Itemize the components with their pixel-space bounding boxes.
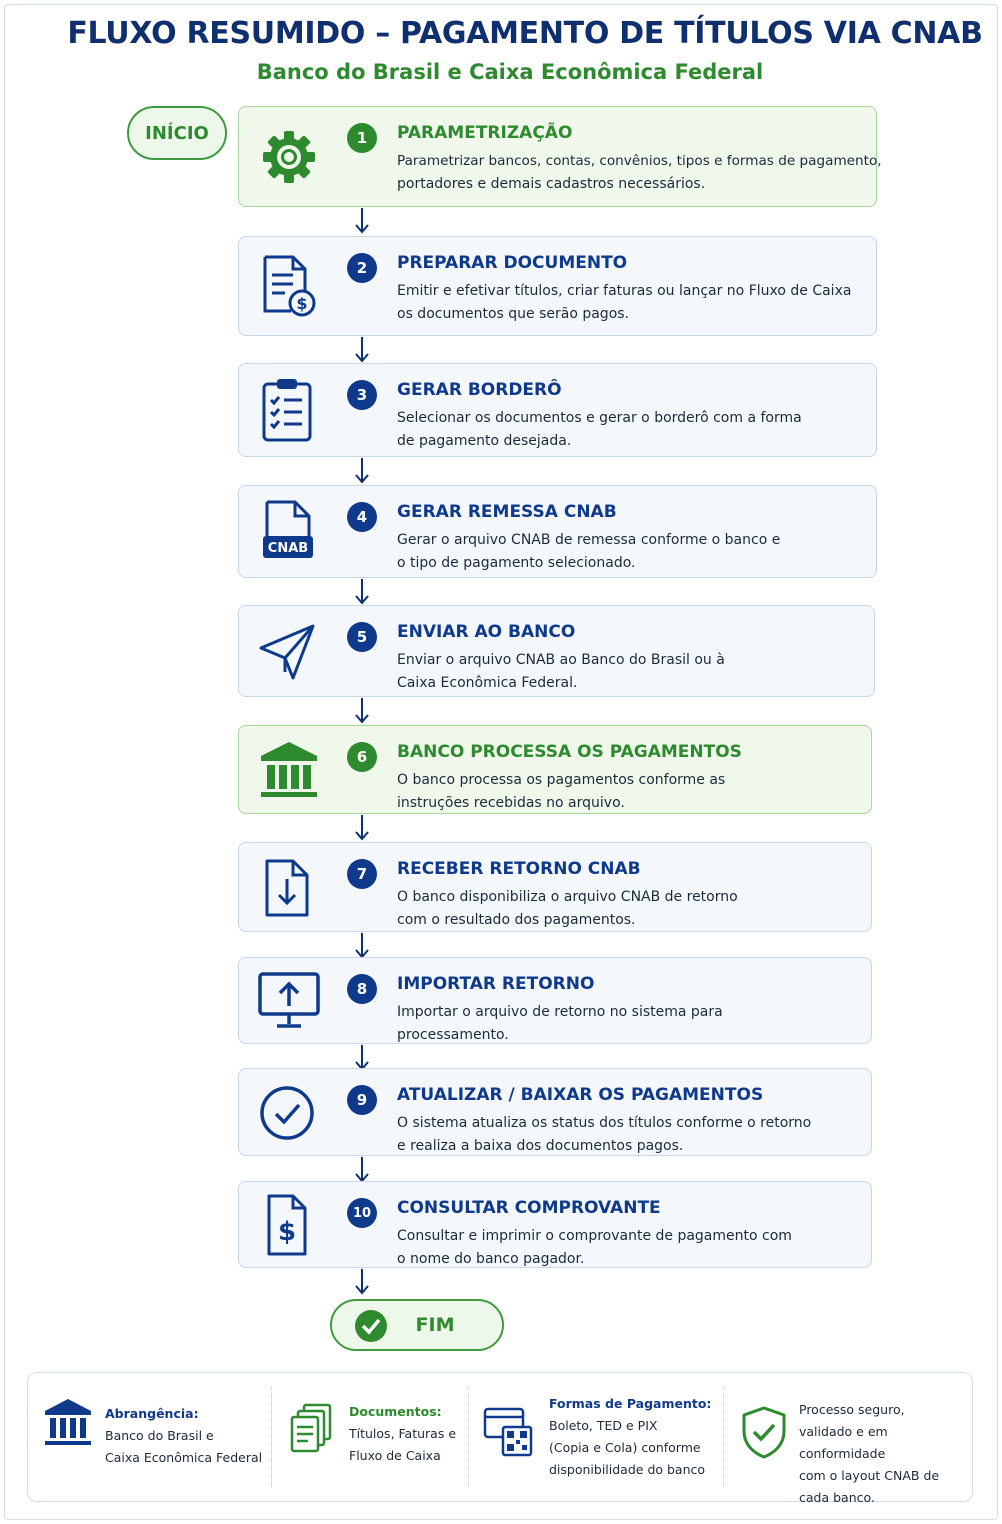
step-3 [238, 363, 877, 457]
footer-heading: Formas de Pagamento: [549, 1396, 712, 1411]
file-download-icon [255, 855, 323, 923]
step-number: 7 [347, 859, 377, 889]
step-description-line: com o resultado dos pagamentos. [397, 912, 636, 928]
flow-arrow [352, 458, 372, 486]
step-description-line: O banco disponibiliza o arquivo CNAB de retorno [397, 889, 738, 905]
step-5 [238, 605, 875, 697]
footer-line: com o layout CNAB de [799, 1468, 940, 1483]
footer-line: cada banco. [799, 1490, 875, 1505]
footer-line: Processo seguro, [799, 1402, 905, 1417]
step-9 [238, 1068, 872, 1156]
step-description-line: Selecionar os documentos e gerar o borderô com a forma [397, 410, 802, 426]
step-description-line: Importar o arquivo de retorno no sistema para [397, 1004, 723, 1020]
svg-text:$: $ [296, 294, 308, 313]
step-title: RECEBER RETORNO CNAB [397, 859, 641, 879]
step-description-line: o tipo de pagamento selecionado. [397, 555, 636, 571]
step-title: IMPORTAR RETORNO [397, 974, 595, 994]
step-description-line: e realiza a baixa dos documentos pagos. [397, 1138, 684, 1154]
bank-icon [255, 736, 323, 804]
page-subtitle: Banco do Brasil e Caixa Econômica Federal [256, 60, 764, 84]
step-number: 10 [347, 1198, 377, 1228]
step-title: GERAR REMESSA CNAB [397, 502, 617, 522]
receipt-dollar-icon [255, 1192, 323, 1260]
step-number: 4 [347, 502, 377, 532]
footer-line: (Copia e Cola) conforme [549, 1440, 701, 1455]
step-description-line: os documentos que serão pagos. [397, 306, 629, 322]
step-description [397, 529, 877, 575]
step-number: 9 [347, 1085, 377, 1115]
check-circle-icon [354, 1309, 388, 1343]
gear-icon [255, 123, 323, 191]
footer-security [724, 1373, 972, 1503]
page-title: FLUXO RESUMIDO – PAGAMENTO DE TÍTULOS VIA CNAB [67, 16, 983, 51]
step-description-line: portadores e demais cadastros necessários. [397, 176, 706, 192]
flow-arrow [352, 337, 372, 365]
step-title: PARAMETRIZAÇÃO [397, 123, 573, 143]
cnab-label: CNAB [267, 541, 309, 556]
step-description [397, 1225, 877, 1271]
documents-icon [286, 1403, 338, 1459]
footer-documents [272, 1373, 468, 1503]
step-8 [238, 957, 872, 1044]
step-description [397, 150, 882, 196]
end-node [330, 1299, 504, 1351]
step-description-line: Caixa Econômica Federal. [397, 675, 578, 691]
footer-payment-methods [469, 1373, 723, 1503]
step-number: 2 [347, 253, 377, 283]
clipboard-checklist-icon [255, 376, 323, 444]
step-title: ATUALIZAR / BAIXAR OS PAGAMENTOS [397, 1085, 764, 1105]
step-description-line: O banco processa os pagamentos conforme as [397, 772, 726, 788]
step-title: PREPARAR DOCUMENTO [397, 253, 628, 273]
payment-qr-icon [483, 1405, 535, 1461]
step-description-line: instruções recebidas no arquivo. [397, 795, 625, 811]
footer-heading: Abrangência: [105, 1406, 199, 1421]
step-title: BANCO PROCESSA OS PAGAMENTOS [397, 742, 742, 762]
step-title: ENVIAR AO BANCO [397, 622, 576, 642]
step-description [397, 407, 877, 453]
start-node: INÍCIO [127, 106, 227, 160]
footer-scope-text [105, 1403, 262, 1469]
step-description [397, 769, 877, 815]
footer-line: Banco do Brasil e [105, 1428, 214, 1443]
info-footer [27, 1372, 973, 1505]
step-number: 1 [347, 123, 377, 153]
step-description [397, 649, 877, 695]
footer-heading: Documentos: [349, 1404, 442, 1419]
check-circle-icon [255, 1079, 323, 1147]
step-number: 5 [347, 622, 377, 652]
flow-arrow [352, 815, 372, 843]
step-description-line: de pagamento desejada. [397, 433, 572, 449]
bank-icon [42, 1395, 94, 1451]
step-6 [238, 725, 872, 814]
flow-arrow [352, 1269, 372, 1297]
step-title: CONSULTAR COMPROVANTE [397, 1198, 661, 1218]
step-description-line: O sistema atualiza os status dos títulos conforme o retorno [397, 1115, 812, 1131]
step-description [397, 280, 877, 326]
document-money-icon [255, 253, 323, 321]
step-number: 3 [347, 380, 377, 410]
step-number: 6 [347, 742, 377, 772]
step-7 [238, 842, 872, 932]
monitor-upload-icon [255, 968, 323, 1036]
svg-text:$: $ [277, 1217, 297, 1247]
footer-line: validado e em conformidade [799, 1424, 888, 1461]
flow-arrow [352, 579, 372, 607]
footer-line: Caixa Econômica Federal [105, 1450, 263, 1465]
step-1 [238, 106, 882, 207]
footer-line: disponibilidade do banco [549, 1462, 706, 1477]
step-description-line: Emitir e efetivar títulos, criar faturas ou lançar no Fluxo de Caixa [397, 283, 852, 299]
flow-arrow [352, 698, 372, 726]
step-description-line: Consultar e imprimir o comprovante de pagamento com [397, 1228, 792, 1244]
step-description [397, 1001, 877, 1047]
paper-plane-icon [255, 618, 323, 686]
step-title: GERAR BORDERÔ [397, 380, 562, 400]
step-description [397, 1112, 877, 1158]
step-description-line: o nome do banco pagador. [397, 1251, 585, 1267]
step-description-line: Enviar o arquivo CNAB ao Banco do Brasil ou à [397, 652, 725, 668]
step-number: 8 [347, 974, 377, 1004]
step-10 [238, 1181, 872, 1268]
footer-documents-text [349, 1401, 456, 1467]
footer-line: Fluxo de Caixa [349, 1448, 441, 1463]
step-2 [238, 236, 877, 336]
step-description-line: Gerar o arquivo CNAB de remessa conforme o banco e [397, 532, 781, 548]
footer-scope [28, 1373, 270, 1503]
step-description-line: processamento. [397, 1027, 509, 1043]
cnab-file-icon [255, 498, 323, 566]
flow-arrow [352, 208, 372, 236]
footer-security-text [799, 1399, 972, 1509]
step-description [397, 886, 877, 932]
shield-check-icon [738, 1405, 790, 1461]
footer-line: Boleto, TED e PIX [549, 1418, 658, 1433]
step-description-line: Parametrizar bancos, contas, convênios, tipos e formas de pagamento, [397, 153, 882, 169]
end-label: FIM [415, 1314, 455, 1336]
step-4 [238, 485, 877, 578]
footer-line: Títulos, Faturas e [349, 1426, 457, 1441]
footer-payment-text [549, 1393, 711, 1481]
